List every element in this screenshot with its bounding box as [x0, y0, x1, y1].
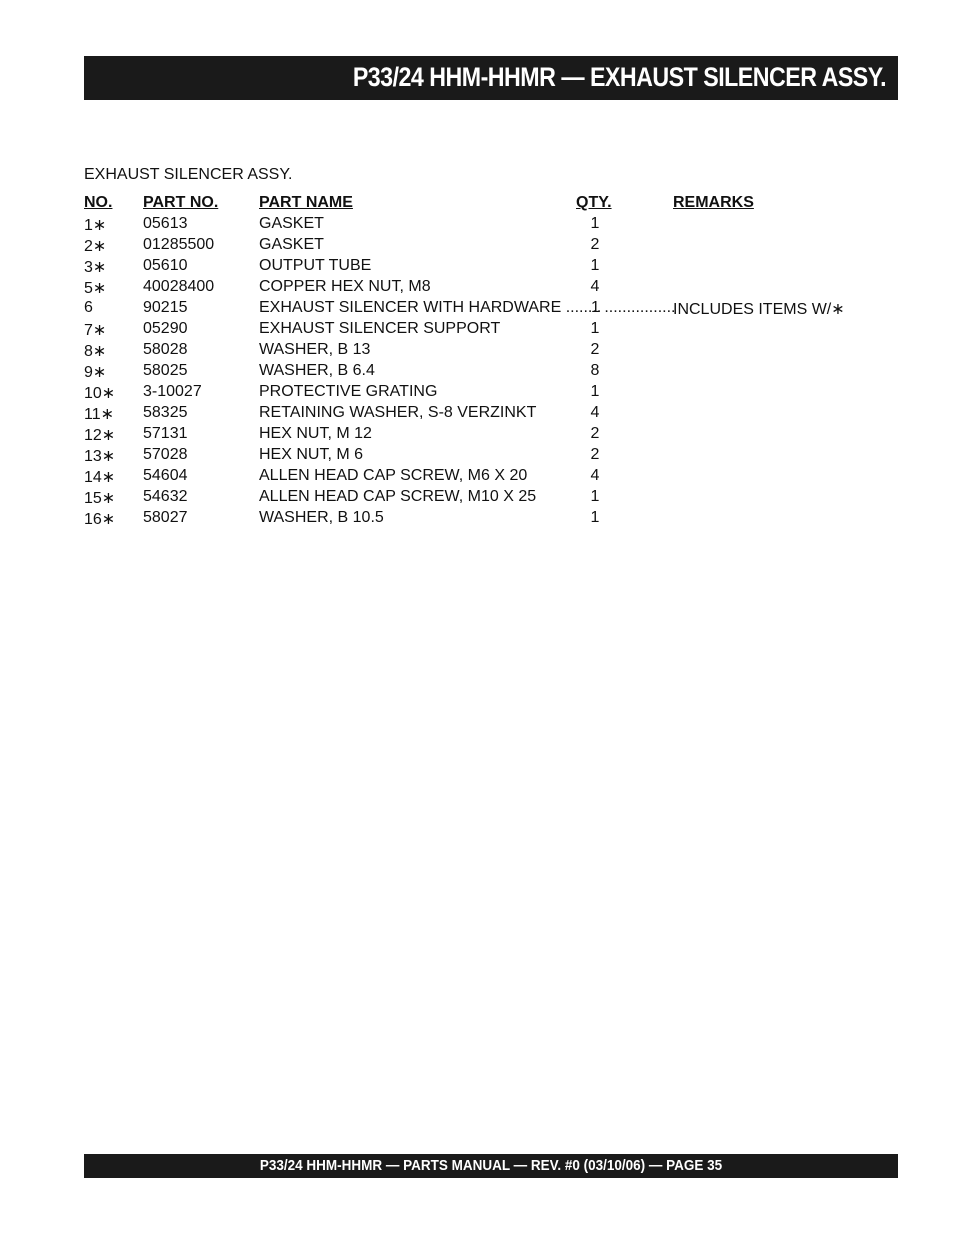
table-row — [84, 215, 874, 236]
quantity: 8 — [590, 362, 600, 379]
table-row — [84, 320, 874, 341]
item-number: 7∗ — [84, 322, 107, 339]
item-number: 13∗ — [84, 448, 116, 465]
part-number: 90215 — [143, 299, 188, 316]
page-title: P33/24 HHM-HHMR — EXHAUST SILENCER ASSY. — [352, 62, 886, 92]
table-row — [84, 446, 874, 467]
item-number: 10∗ — [84, 385, 116, 402]
quantity: 4 — [590, 467, 600, 484]
header-qty: QTY. — [576, 194, 612, 211]
part-number: 54632 — [143, 488, 188, 505]
table-header — [84, 194, 874, 215]
part-name: ALLEN HEAD CAP SCREW, M6 X 20 — [259, 467, 528, 484]
item-number: 15∗ — [84, 490, 116, 507]
part-number: 05610 — [143, 257, 188, 274]
quantity: 1 — [590, 257, 600, 274]
footer-text: P33/24 HHM-HHMR — PARTS MANUAL — REV. #0 (03/10/06) — PAGE 35 — [259, 1157, 723, 1174]
table-row — [84, 236, 874, 257]
part-number: 05290 — [143, 320, 188, 337]
table-row — [84, 404, 874, 425]
part-name: WASHER, B 6.4 — [259, 362, 375, 379]
part-name: COPPER HEX NUT, M8 — [259, 278, 431, 295]
item-number: 3∗ — [84, 259, 107, 276]
part-name: PROTECTIVE GRATING — [259, 383, 438, 400]
part-number: 57131 — [143, 425, 188, 442]
item-number: 1∗ — [84, 217, 107, 234]
item-number: 12∗ — [84, 427, 116, 444]
part-number: 58027 — [143, 509, 188, 526]
quantity: 1 — [590, 488, 600, 505]
part-number: 05613 — [143, 215, 188, 232]
header-part-name: PART NAME — [259, 194, 353, 211]
quantity: 1 — [590, 215, 600, 232]
table-row — [84, 383, 874, 404]
item-number: 11∗ — [84, 406, 115, 423]
item-number: 6 — [84, 299, 93, 316]
header-remarks: REMARKS — [673, 194, 754, 211]
part-number: 58025 — [143, 362, 188, 379]
part-name: WASHER, B 10.5 — [259, 509, 384, 526]
quantity: 2 — [590, 341, 600, 358]
quantity: 4 — [590, 278, 600, 295]
page-title-bar — [84, 56, 898, 100]
part-name: OUTPUT TUBE — [259, 257, 372, 274]
part-name: EXHAUST SILENCER SUPPORT — [259, 320, 501, 337]
item-number: 9∗ — [84, 364, 107, 381]
part-number: 3-10027 — [143, 383, 202, 400]
table-row — [84, 299, 874, 320]
part-name: ALLEN HEAD CAP SCREW, M10 X 25 — [259, 488, 537, 505]
item-number: 8∗ — [84, 343, 107, 360]
part-number: 58028 — [143, 341, 188, 358]
remarks: INCLUDES ITEMS W/∗ — [673, 301, 845, 318]
table-row — [84, 509, 874, 530]
table-row — [84, 425, 874, 446]
item-number: 14∗ — [84, 469, 116, 486]
part-number: 57028 — [143, 446, 188, 463]
quantity: 1 — [590, 383, 600, 400]
table-row — [84, 362, 874, 383]
part-name: GASKET — [259, 236, 324, 253]
header-no: NO. — [84, 194, 113, 211]
table-row — [84, 467, 874, 488]
part-name: WASHER, B 13 — [259, 341, 371, 358]
quantity: 4 — [590, 404, 600, 421]
item-number: 2∗ — [84, 238, 107, 255]
part-name: EXHAUST SILENCER WITH HARDWARE ........ — [259, 299, 602, 316]
header-part-no: PART NO. — [143, 194, 219, 211]
quantity: 2 — [590, 425, 600, 442]
quantity: 1 — [590, 509, 600, 526]
item-number: 16∗ — [84, 511, 116, 528]
part-number: 58325 — [143, 404, 188, 421]
part-number: 01285500 — [143, 236, 215, 253]
table-row — [84, 257, 874, 278]
table-row — [84, 341, 874, 362]
footer-bar — [84, 1154, 898, 1178]
table-row — [84, 278, 874, 299]
part-name: RETAINING WASHER, S-8 VERZINKT — [259, 404, 537, 421]
quantity: 1 ................ — [591, 299, 676, 316]
part-name: HEX NUT, M 12 — [259, 425, 372, 442]
quantity: 2 — [590, 446, 600, 463]
part-number: 54604 — [143, 467, 188, 484]
part-name: HEX NUT, M 6 — [259, 446, 364, 463]
part-name: GASKET — [259, 215, 324, 232]
quantity: 2 — [590, 236, 600, 253]
section-title: EXHAUST SILENCER ASSY. — [84, 166, 293, 183]
item-number: 5∗ — [84, 280, 107, 297]
part-number: 40028400 — [143, 278, 215, 295]
quantity: 1 — [590, 320, 600, 337]
table-row — [84, 488, 874, 509]
